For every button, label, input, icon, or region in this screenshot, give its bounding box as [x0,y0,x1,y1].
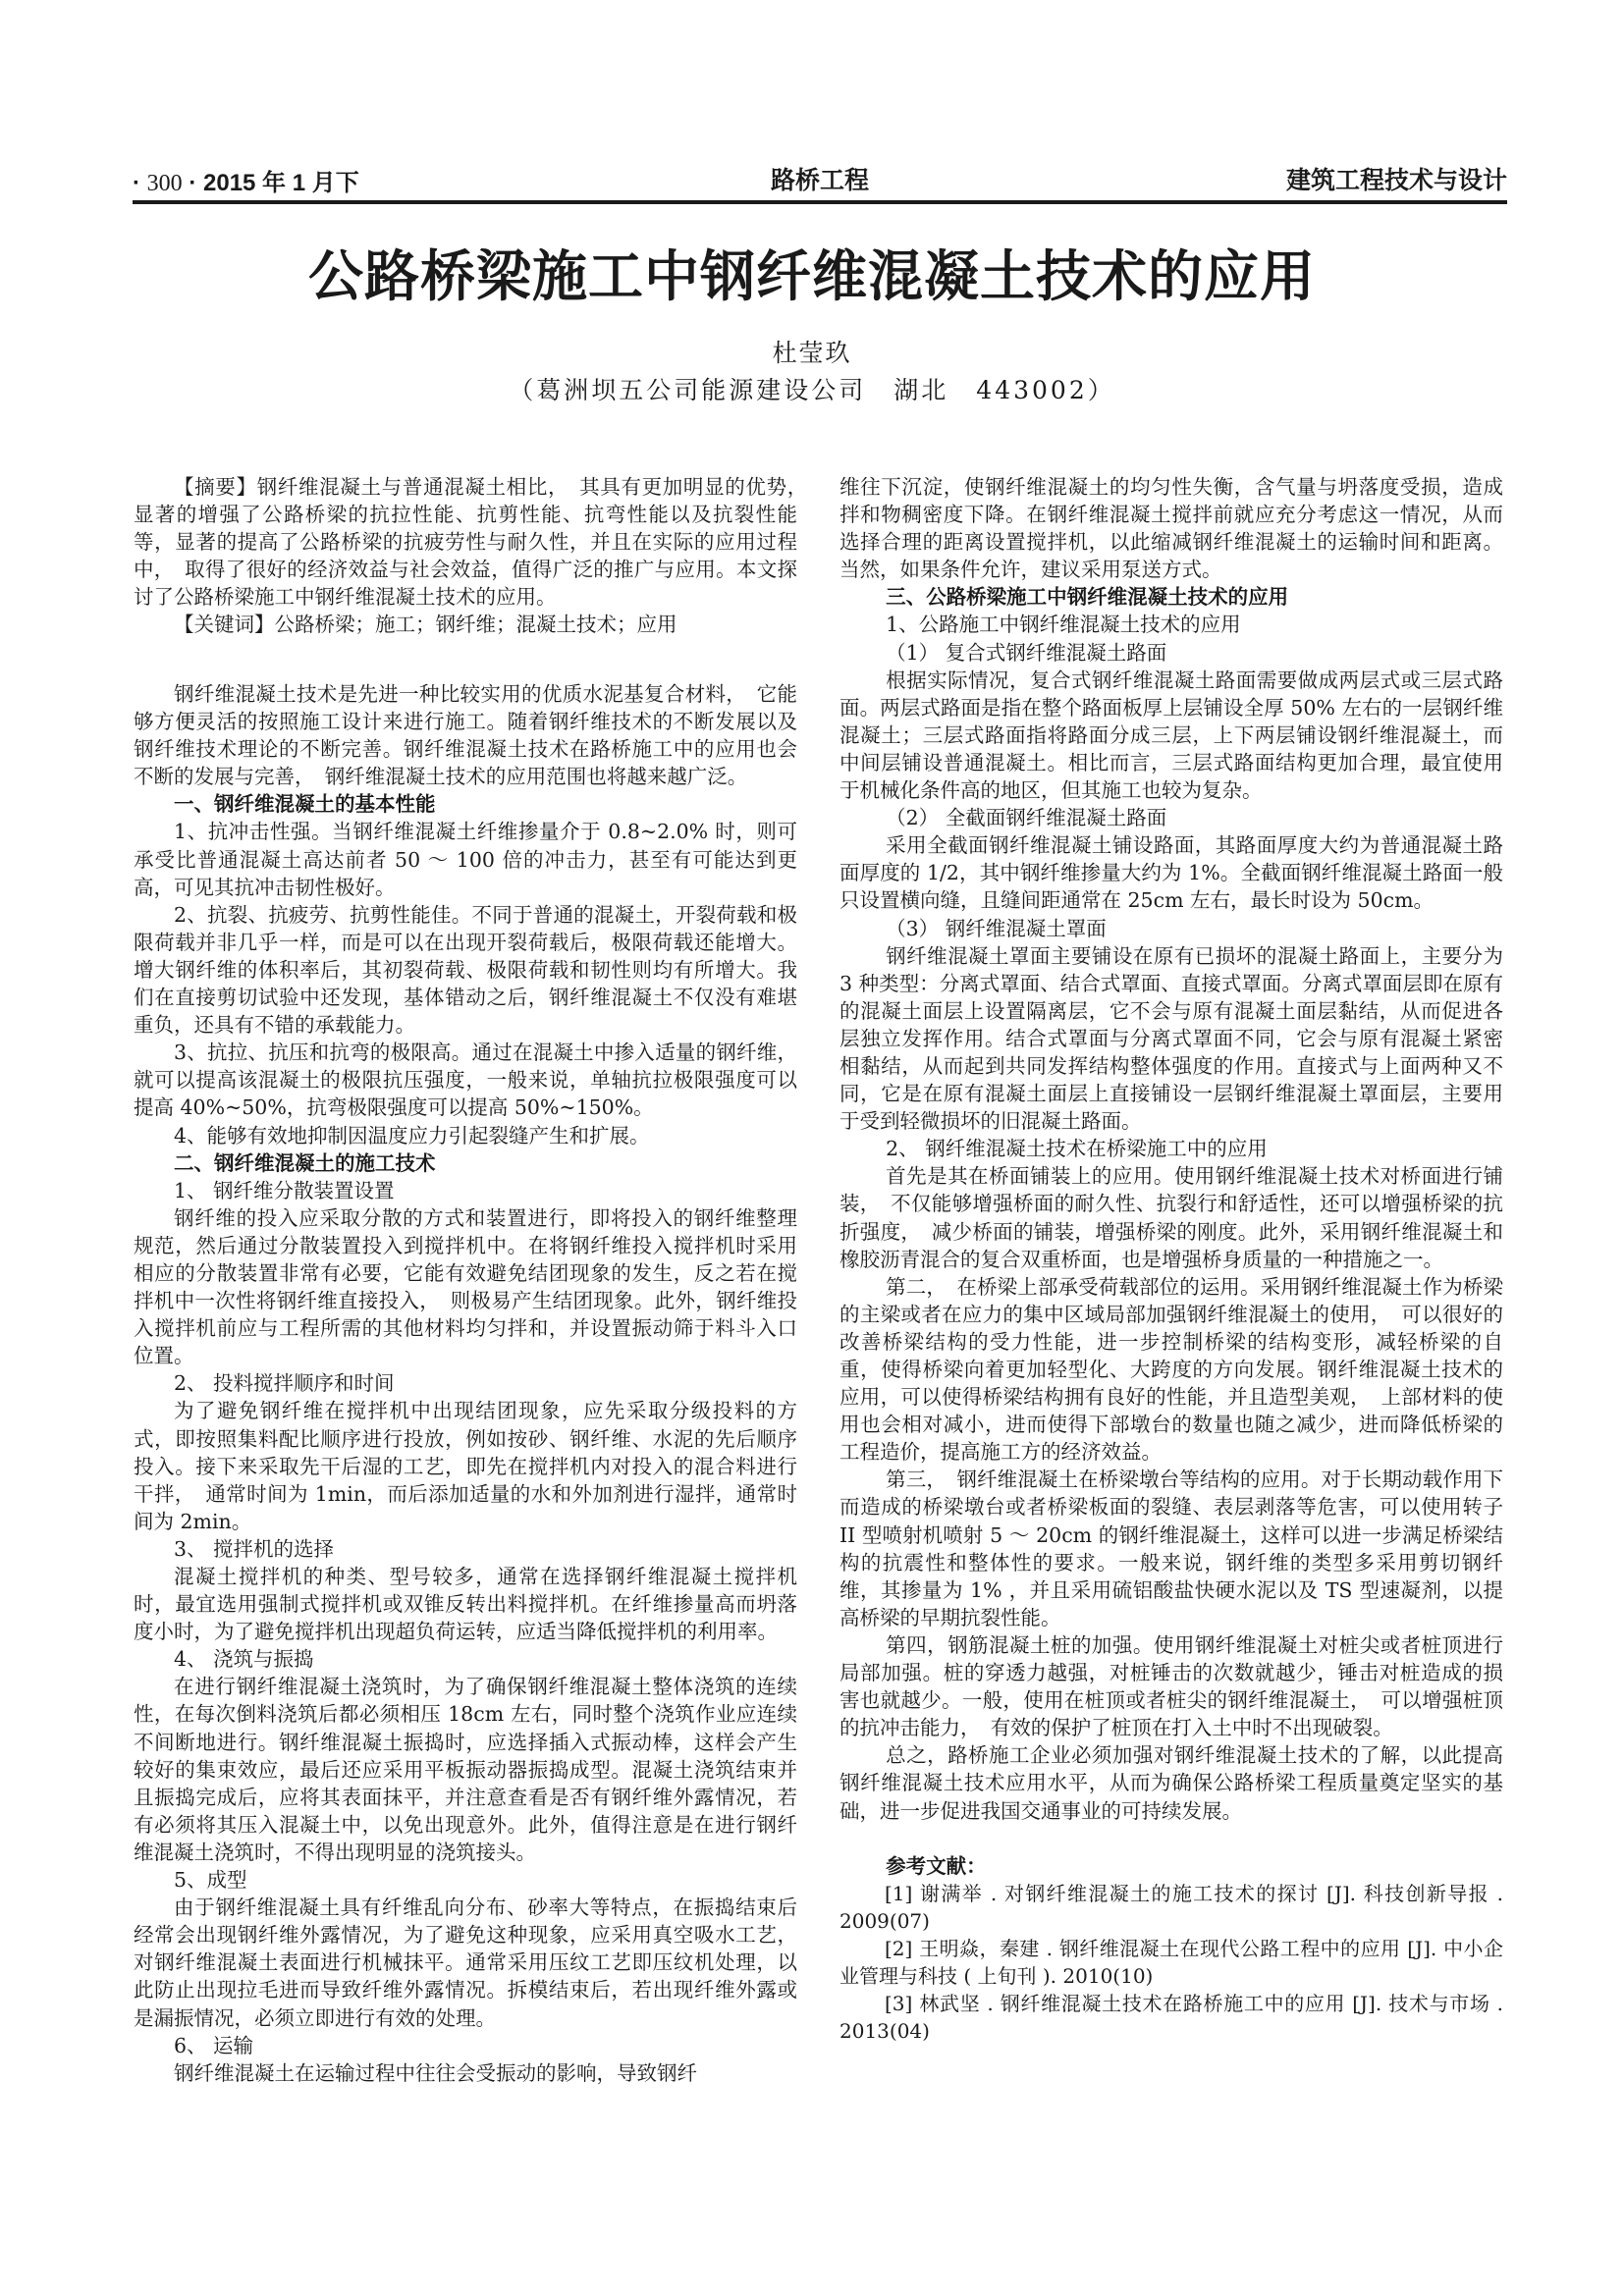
paragraph: 在进行钢纤维混凝土浇筑时，为了确保钢纤维混凝土整体浇筑的连续性，在每次倒料浇筑后都必须相压 18cm 左右，同时整个浇筑作业应连续不间断地进行。钢纤维混凝土振捣时，应选择插入式振动棒，这样会产生较好的集束效应，最后还应采用平板振动器振捣成型。混凝土浇筑结束并且振捣完成后，应将其表面抹平，并注意查看是否有钢纤维外露情况，若有必须将其压入混凝土中，以免出现意外。此外，值得注意是在进行钢纤维混凝土浇筑时，不得出现明显的浇筑接头。 [134,1675,797,1864]
paragraph: 2、抗裂、抗疲劳、抗剪性能佳。不同于普通的混凝土，开裂荷载和极限荷载并非几乎一样，而是可以在出现开裂荷载后，极限荷载还能增大。增大钢纤维的体积率后，其初裂荷载、极限荷载和韧性则均有所增大。我们在直接剪切试验中还发现，基体错动之后，钢纤维混凝土不仅没有难堪重负，还具有不错的承载能力。 [134,902,797,1038]
paragraph: 钢纤维混凝土技术是先进一种比较实用的优质水泥基复合材料， 它能够方便灵活的按照施工设计来进行施工。随着钢纤维技术的不断发展以及钢纤维技术理论的不断完善。钢纤维混凝土技术在路桥施工中的应用也会不断的发展与完善， 钢纤维混凝土技术的应用范围也将越来越广泛。 [134,682,797,789]
reference-item: [1] 谢满举 . 对钢纤维混凝土的施工技术的探讨 [J]. 科技创新导报 . 2009(07) [839,1881,1503,1933]
abstract [134,473,818,611]
article-title: 公路桥梁施工中钢纤维混凝土技术的应用 [308,244,1316,309]
paragraph: 第三， 钢纤维混凝土在桥梁墩台等结构的应用。对于长期动载作用下而造成的桥梁墩台或者桥梁板面的裂缝、表层剥落等危害，可以使用转子 II 型喷射机喷射 5 ～ 20cm 的钢纤维混凝土，这样可以进一步满足桥梁结构的抗震性和整体性的要求。一般来说，钢纤维的类型多采用剪切钢纤维，其掺量为 1% ，并且采用硫铝酸盐快硬水泥以及 TS 型速凝剂，以提高桥梁的早期抗裂性能。 [839,1468,1503,1629]
paragraph: 总之，路桥施工企业必须加强对钢纤维混凝土技术的了解，以此提高钢纤维混凝土技术应用水平，从而为确保公路桥梁工程质量奠定坚实的基础，进一步促进我国交通事业的可持续发展。 [839,1743,1503,1823]
paragraph: 钢纤维混凝土罩面主要铺设在原有已损坏的混凝土路面上，主要分为 3 种类型：分离式罩面、结合式罩面、直接式罩面。分离式罩面层即在原有的混凝土面层上设置隔离层，它不会与原有混凝土面层黏结，从而促进各层独立发挥作用。结合式罩面与分离式罩面不同，它会与原有混凝土紧密相黏结，从而起到共同发挥结构整体强度的作用。直接式与上面两种又不同，它是在原有混凝土面层上直接铺设一层钢纤维混凝土罩面层，主要用于受到轻微损坏的旧混凝土路面。 [839,943,1503,1134]
reference-item: [2] 王明焱，秦建 . 钢纤维混凝土在现代公路工程中的应用 [J]. 中小企业管理与科技 ( 上旬刊 ). 2010(10) [839,1936,1503,1988]
paragraph: 混凝土搅拌机的种类、型号较多，通常在选择钢纤维混凝土搅拌机时，最宜选用强制式搅拌机或双锥反转出料搅拌机。在纤维掺量高而坍落度小时，为了避免搅拌机出现超负荷运转，应适当降低搅拌机的利用率。 [134,1565,797,1644]
paragraph: 6、 运输 [174,2033,254,2057]
paragraph: 由于钢纤维混凝土具有纤维乱向分布、砂率大等特点，在振捣结束后经常会出现钢纤维外露情况，为了避免这种现象，应采用真空吸水工艺，对钢纤维混凝土表面进行机械抹平。通常采用压纹工艺即压纹机处理，以此防止出现拉毛进而导致纤维外露情况。拆模结束后，若出现纤维外露或是漏振情况，必须立即进行有效的处理。 [134,1896,797,2030]
right-column [839,473,1503,2045]
issue-date: 2015 年 1 月下 [203,170,359,196]
paragraph: 4、 浇筑与振捣 [174,1647,314,1672]
paragraph: 2、 钢纤维混凝土技术在桥梁施工中的应用 [886,1137,1268,1161]
article-affiliation [0,371,1624,406]
paragraph: 5、成型 [174,1868,247,1893]
paragraph: 4、能够有效地抑制因温度应力引起裂缝产生和扩展。 [174,1123,650,1148]
left-column [134,680,797,2087]
paragraph: 钢纤维的投入应采取分散的方式和装置进行，即将投入的钢纤维整理规范，然后通过分散装置投入到搅拌机中。在将钢纤维投入搅拌机时采用相应的分散装置非常有必要，它能有效避免结团现象的发生，反之若在搅拌机中一次性将钢纤维直接投入， 则极易产生结团现象。此外，钢纤维投入搅拌机前应与工程所需的其他材料均匀拌和，并设置振动筛于料斗入口位置。 [134,1205,797,1368]
abstract-label: 【摘要】 [174,475,257,499]
abstract-text: 钢纤维混凝土与普通混凝土相比， 其具有更加明显的优势， 显著的增强了公路桥梁的抗拉性能、抗剪性能、抗弯性能以及抗裂性能等，显著的提高了公路桥梁的抗疲劳性与耐久性，并且在实际的应用过程中， 取得了很好的经济效益与社会效益，值得广泛的推广与应用。本文探讨了公路桥梁施工中钢纤维混凝土技术的应用。 [134,475,818,610]
affiliation-province: 湖北 [893,376,949,404]
abstract-block [134,473,818,639]
paragraph: 根据实际情况，复合式钢纤维混凝土路面需要做成两层式或三层式路面。两层式路面是指在整个路面板厚上层铺设全厚 50% 左右的一层钢纤维混凝土；三层式路面指将路面分成三层，上下两层铺设钢纤维混凝土，而中间层铺设普通混凝土。相比而言，三层式路面结构更加合理，最宜使用于机械化条件高的地区，但其施工也较为复杂。 [839,667,1503,803]
paragraph: 钢纤维混凝土在运输过程中往往会受振动的影响，导致钢纤 [174,2060,697,2085]
paragraph: 采用全截面钢纤维混凝土铺设路面，其路面厚度大约为普通混凝土路面厚度的 1/2，其中钢纤维掺量大约为 1%。全截面钢纤维混凝土路面一般只设置横向缝，且缝间距通常在 25cm 左右，最长时设为 50cm。 [839,833,1503,913]
affiliation-org: （葛洲坝五公司能源建设公司 [509,376,867,404]
journal-name: 建筑工程技术与设计 [1285,166,1507,194]
paragraph: 首先是其在桥面铺装上的应用。使用钢纤维混凝土技术对桥面进行铺装， 不仅能够增强桥面的耐久性、抗裂行和舒适性，还可以增强桥梁的抗折强度， 减少桥面的铺装，增强桥梁的刚度。此外，采用钢纤维混凝土和橡胶沥青混合的复合双重桥面，也是增强桥身质量的一种措施之一。 [839,1164,1503,1271]
paragraph: 2、 投料搅拌顺序和时间 [174,1371,395,1396]
paragraph: 3、抗拉、抗压和抗弯的极限高。通过在混凝土中掺入适量的钢纤维，就可以提高该混凝土的极限抗压强度，一般来说，单轴抗拉极限强度可以提高 40%~50%，抗弯极限强度可以提高 50%~150%。 [134,1041,797,1120]
article-author: 杜莹玖 [772,339,852,367]
affiliation-postcode: 443002） [976,376,1115,404]
page-issue: · 300 · 2015 年 1 月下 [133,170,359,196]
paragraph: 为了避免钢纤维在搅拌机中出现结团现象，应先采取分级投料的方式，即按照集料配比顺序进行投放，例如按砂、钢纤维、水泥的先后顺序投入。接下来采取先干后湿的工艺，即先在搅拌机内对投入的混合料进行干拌， 通常时间为 1min，而后添加适量的水和外加剂进行湿拌，通常时间为 2min。 [134,1399,797,1533]
references-title: 参考文献： [886,1853,987,1878]
paragraph: 第二， 在桥梁上部承受荷载部位的运用。采用钢纤维混凝土作为桥梁的主梁或者在应力的集中区域局部加强钢纤维混凝土的使用， 可以很好的改善桥梁结构的受力性能，进一步控制桥梁的结构变形，减轻桥梁的自重，使得桥梁向着更加轻型化、大跨度的方向发展。钢纤维混凝土技术的应用，可以使得桥梁结构拥有良好的性能，并且造型美观， 上部材料的使用也会相对减小，进而使得下部墩台的数量也随之减少，进而降低桥梁的工程造价，提高施工方的经济效益。 [839,1274,1503,1465]
paragraph: （3） 钢纤维混凝土罩面 [886,916,1107,940]
section-name: 路桥工程 [770,166,869,194]
paragraph: 3、 搅拌机的选择 [174,1536,335,1561]
page-number: 300 [146,171,183,196]
running-header [133,159,1507,198]
keywords [134,611,797,638]
paragraph: 1、抗冲击性强。当钢纤维混凝土纤维掺量介于 0.8~2.0% 时，则可承受比普通混凝土高达前者 50 ～ 100 倍的冲击力，甚至有可能达到更高，可见其抗冲击韧性极好。 [134,820,797,899]
paragraph: （2） 全截面钢纤维混凝土路面 [886,806,1167,830]
paragraph: 1、 钢纤维分散装置设置 [174,1178,395,1202]
section-heading: 二、钢纤维混凝土的施工技术 [174,1150,436,1175]
header-rule [133,200,1507,204]
paragraph: 1、公路施工中钢纤维混凝土技术的应用 [886,613,1241,637]
keywords-text: 公路桥梁；施工；钢纤维；混凝土技术；应用 [274,613,677,637]
section-heading: 一、钢纤维混凝土的基本性能 [174,792,436,817]
paragraph: （1） 复合式钢纤维混凝土路面 [886,640,1167,665]
reference-item: [3] 林武坚 . 钢纤维混凝土技术在路桥施工中的应用 [J]. 技术与市场 . 2013(04) [839,1992,1503,2044]
paragraph: 第四，钢筋混凝土桩的加强。使用钢纤维混凝土对桩尖或者桩顶进行局部加强。桩的穿透力越强，对桩锤击的次数就越少，锤击对桩造成的损害也就越少。一般，使用在桩顶或者桩尖的钢纤维混凝土， 可以增强桩顶的抗冲击能力， 有效的保护了桩顶在打入土中时不出现破裂。 [839,1632,1503,1740]
keywords-label: 【关键词】 [174,613,275,637]
paragraph: 维往下沉淀，使钢纤维混凝土的均匀性失衡，含气量与坍落度受损，造成拌和物稠密度下降。在钢纤维混凝土搅拌前就应充分考虑这一情况，从而选择合理的距离设置搅拌机，以此缩减钢纤维混凝土的运输时间和距离。当然，如果条件允许，建议采用泵送方式。 [839,475,1503,582]
section-heading: 三、公路桥梁施工中钢纤维混凝土技术的应用 [886,585,1289,610]
